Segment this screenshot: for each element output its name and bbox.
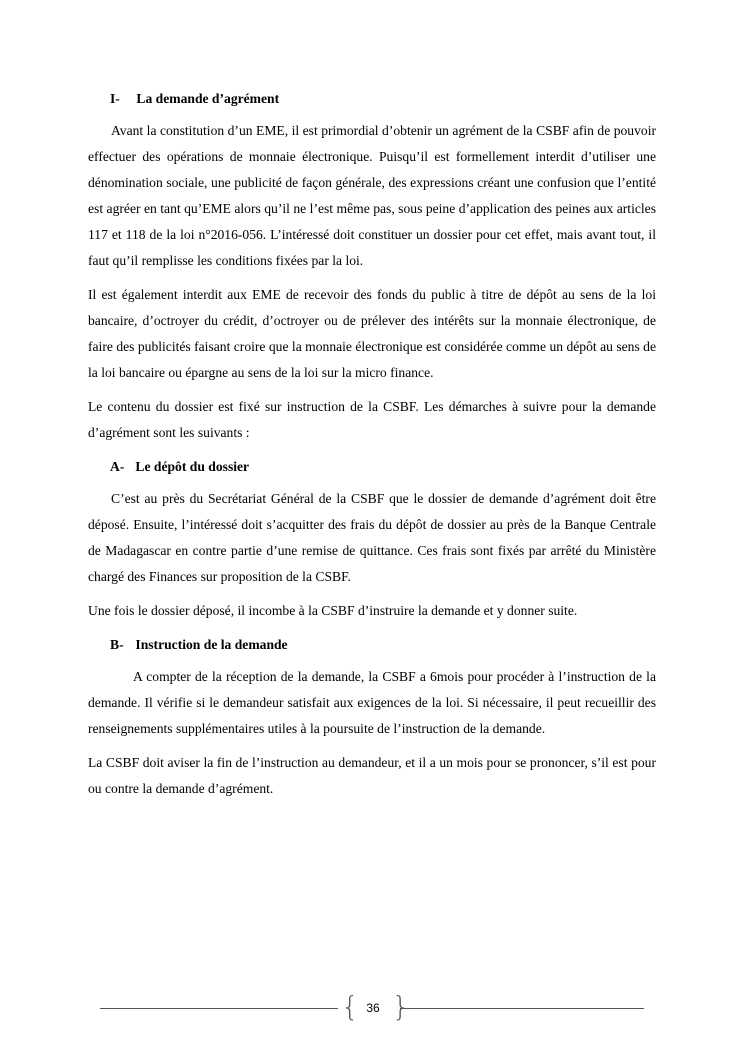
paragraph: Avant la constitution d’un EME, il est primordial d’obtenir un agrément de la CSBF afin de pouvoir effectuer des opérations de monnaie électronique. Puisqu’il est formellement interdit d’utiliser une dénomination sociale, une publicité de façon générale, des expressions créant une confusion que l’entité est agréer en tant qu’EME alors qu’il ne l’est même pas, sous peine d’application des peines aux articles 117 et 118 de la loi n°2016-056. L’intéressé doit constituer un dossier pour cet effet, mais avant tout, il faut qu’il remplisse les conditions fixées par la loi. [88,123,656,268]
subsection-title: Instruction de la demande [135,637,288,652]
subsection-title: Le dépôt du dossier [135,459,250,474]
footer-rule-right [400,1008,644,1009]
right-brace-icon: } [392,990,410,1023]
left-brace-icon: { [341,990,359,1023]
page-footer [100,990,644,1026]
page-number: 36 [366,1001,380,1015]
footer-rule-left [100,1008,338,1009]
paragraph: Il est également interdit aux EME de recevoir des fonds du public à titre de dépôt au sens de la loi bancaire, d’octroyer du crédit, d’octroyer ou de prélever des intérêts sur la monnaie électronique, de faire des publicités faisant croire que la monnaie électronique est considérée comme un dépôt au sens de la loi bancaire ou épargne au sens de la loi sur la micro finance. [88,287,656,380]
subsection-number: A- [110,459,125,474]
paragraph: C’est au près du Secrétariat Général de la CSBF que le dossier de demande d’agrément doit être déposé. Ensuite, l’intéressé doit s’acquitter des frais du dépôt de dossier au près de la Banque Centrale de Madagascar en contre partie d’une remise de quittance. Ces frais sont fixés par arrêté du Ministère chargé des Finances sur proposition de la CSBF. [88,491,656,584]
subsection-heading-b [88,632,656,658]
subsection-number: B- [110,637,124,652]
section-heading [88,86,656,112]
section-number: I- [110,91,120,106]
section-title: La demande d’agrément [136,91,280,106]
paragraph: A compter de la réception de la demande, la CSBF a 6mois pour procéder à l’instruction de la demande. Il vérifie si le demandeur satisfait aux exigences de la loi. Si nécessaire, il peut recueillir des renseignements supplémentaires utiles à la poursuite de l’instruction de la demande. [88,669,656,736]
paragraph: La CSBF doit aviser la fin de l’instruction au demandeur, et il a un mois pour se prononcer, s’il est pour ou contre la demande d’agrément. [88,755,656,796]
page-body [88,86,656,810]
subsection-heading-a [88,454,656,480]
paragraph: Une fois le dossier déposé, il incombe à la CSBF d’instruire la demande et y donner suite. [88,603,578,618]
paragraph: Le contenu du dossier est fixé sur instruction de la CSBF. Les démarches à suivre pour la demande d’agrément sont les suivants : [88,399,656,440]
